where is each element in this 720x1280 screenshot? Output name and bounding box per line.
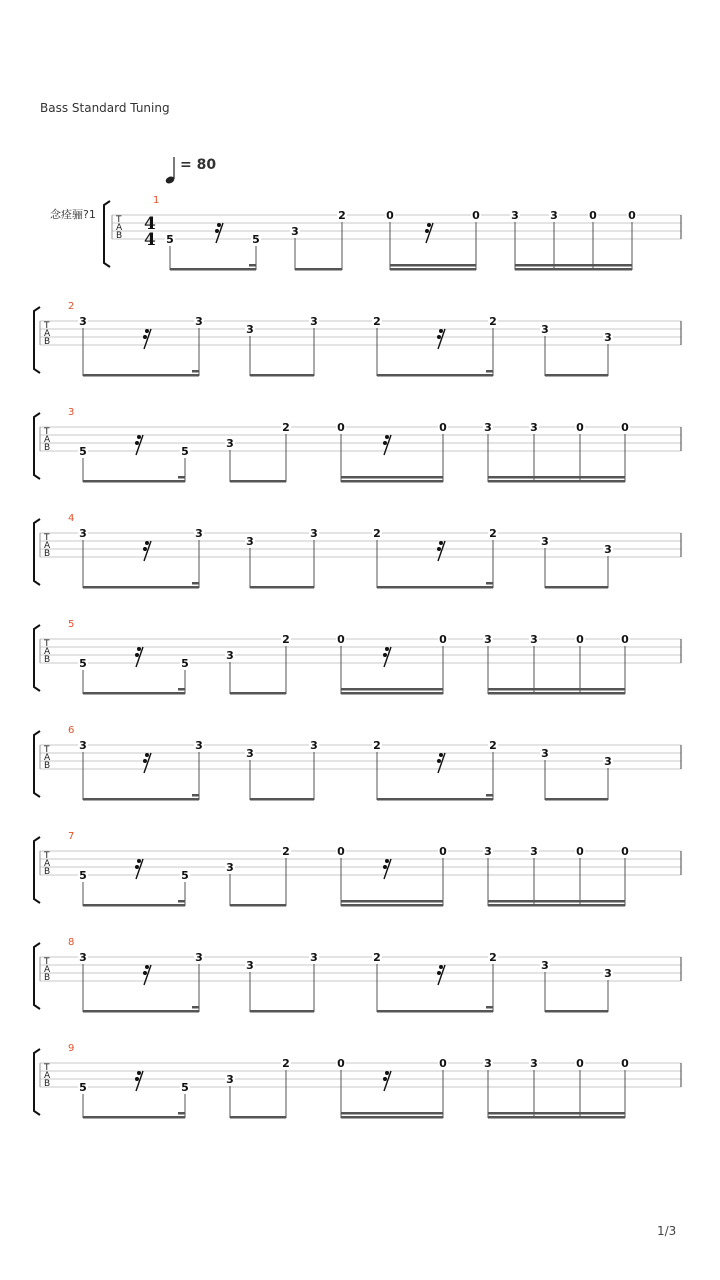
beam [377, 1010, 493, 1013]
rest-flag-dot [383, 441, 387, 445]
fret-number: 3 [604, 755, 612, 768]
beam [83, 1116, 185, 1119]
measure-number: 2 [68, 301, 75, 312]
beam [377, 374, 493, 377]
fret-number: 3 [79, 739, 87, 752]
tab-clef-letter: B [44, 1079, 51, 1089]
fret-number: 3 [530, 1057, 538, 1070]
fret-number: 3 [195, 951, 203, 964]
beam [83, 904, 185, 907]
fret-number: 0 [439, 421, 447, 434]
fret-number: 2 [489, 951, 497, 964]
tab-clef-letter: B [44, 337, 51, 347]
fret-number: 3 [79, 315, 87, 328]
fret-number: 0 [621, 421, 629, 434]
fret-number: 2 [282, 845, 290, 858]
beam-secondary [341, 688, 443, 691]
time-signature-bottom: 4 [144, 230, 156, 250]
rest-flag-dot [135, 865, 139, 869]
system-bracket-icon [34, 731, 40, 797]
tab-clef-letter: A [44, 329, 51, 339]
fret-number: 3 [530, 421, 538, 434]
fret-number: 3 [226, 861, 234, 874]
tab-clef-letter: A [44, 541, 51, 551]
beam [230, 692, 286, 695]
beam [377, 798, 493, 801]
fret-number: 3 [530, 633, 538, 646]
beam [545, 374, 608, 377]
fret-number: 3 [291, 225, 299, 238]
rest-flag-dot [217, 223, 221, 227]
beam-partial [178, 900, 185, 903]
fret-number: 5 [79, 1081, 87, 1094]
rest-flag-dot [145, 329, 149, 333]
fret-number: 2 [373, 951, 381, 964]
beam-partial [486, 1006, 493, 1009]
beam [341, 904, 443, 907]
fret-number: 0 [337, 1057, 345, 1070]
beam-partial [486, 370, 493, 373]
tab-clef-letter: T [44, 957, 50, 967]
rest-flag-dot [437, 971, 441, 975]
fret-number: 2 [489, 739, 497, 752]
beam-secondary [341, 476, 443, 479]
fret-number: 3 [310, 739, 318, 752]
tab-clef-letter: T [44, 745, 50, 755]
fret-number: 3 [310, 315, 318, 328]
rest-flag-dot [143, 759, 147, 763]
rest-flag-dot [385, 435, 389, 439]
fret-number: 3 [484, 845, 492, 858]
fret-number: 3 [226, 649, 234, 662]
beam [545, 798, 608, 801]
fret-number: 3 [484, 421, 492, 434]
beam [230, 904, 286, 907]
measure-number: 6 [68, 725, 75, 736]
measure-number: 4 [68, 513, 75, 524]
rest-flag-dot [385, 859, 389, 863]
page-number: 1/3 [657, 1224, 677, 1238]
system-bracket-icon [34, 943, 40, 1009]
fret-number: 3 [484, 633, 492, 646]
beam [341, 692, 443, 695]
rest-flag-dot [439, 541, 443, 545]
fret-number: 3 [246, 747, 254, 760]
fret-number: 3 [511, 209, 519, 222]
beam [377, 586, 493, 589]
fret-number: 0 [337, 845, 345, 858]
beam [230, 1116, 286, 1119]
rest-flag-dot [439, 753, 443, 757]
fret-number: 3 [541, 535, 549, 548]
rest-flag-dot [143, 335, 147, 339]
tab-clef-letter: A [44, 965, 51, 975]
rest-flag-dot [383, 1077, 387, 1081]
tab-clef-letter: A [44, 1071, 51, 1081]
fret-number: 0 [621, 1057, 629, 1070]
beam [83, 798, 199, 801]
tab-clef-letter: T [44, 533, 50, 543]
tab-clef-letter: T [116, 215, 122, 225]
beam [250, 798, 314, 801]
beam-partial [192, 794, 199, 797]
beam-secondary [515, 264, 632, 267]
fret-number: 5 [79, 657, 87, 670]
fret-number: 0 [621, 845, 629, 858]
beam [488, 692, 625, 695]
beam [250, 1010, 314, 1013]
tab-clef-letter: T [44, 851, 50, 861]
fret-number: 3 [541, 323, 549, 336]
beam [488, 904, 625, 907]
beam [341, 1116, 443, 1119]
rest-flag-dot [383, 865, 387, 869]
fret-number: 5 [181, 1081, 189, 1094]
track-name: 念痊骊?1 [50, 208, 96, 221]
system-bracket-icon [34, 413, 40, 479]
beam [83, 692, 185, 695]
fret-number: 3 [310, 951, 318, 964]
beam-partial [192, 370, 199, 373]
system-bracket-icon [34, 837, 40, 903]
measure-number: 8 [68, 937, 75, 948]
fret-number: 0 [576, 633, 584, 646]
rest-flag-dot [383, 653, 387, 657]
rest-flag-dot [135, 1077, 139, 1081]
beam-partial [178, 476, 185, 479]
fret-number: 2 [282, 1057, 290, 1070]
fret-number: 3 [541, 747, 549, 760]
fret-number: 0 [621, 633, 629, 646]
fret-number: 3 [310, 527, 318, 540]
fret-number: 3 [195, 527, 203, 540]
beam-partial [486, 794, 493, 797]
fret-number: 2 [373, 527, 381, 540]
beam-secondary [488, 476, 625, 479]
fret-number: 0 [337, 633, 345, 646]
rest-flag-dot [137, 435, 141, 439]
beam [545, 586, 608, 589]
beam [341, 480, 443, 483]
rest-flag-dot [137, 859, 141, 863]
beam [250, 374, 314, 377]
fret-number: 0 [576, 845, 584, 858]
fret-number: 3 [484, 1057, 492, 1070]
beam [83, 586, 199, 589]
fret-number: 2 [373, 315, 381, 328]
fret-number: 3 [550, 209, 558, 222]
fret-number: 2 [282, 421, 290, 434]
rest-flag-dot [437, 335, 441, 339]
rest-flag-dot [145, 541, 149, 545]
beam [488, 480, 625, 483]
rest-flag-dot [143, 971, 147, 975]
rest-flag-dot [137, 647, 141, 651]
system-bracket-icon [34, 307, 40, 373]
fret-number: 2 [489, 527, 497, 540]
fret-number: 0 [439, 1057, 447, 1070]
rest-flag-dot [215, 229, 219, 233]
measure-number: 5 [68, 619, 75, 630]
tab-clef-letter: A [116, 223, 123, 233]
fret-number: 0 [576, 1057, 584, 1070]
tempo-value: = 80 [180, 157, 217, 173]
rest-flag-dot [145, 753, 149, 757]
fret-number: 3 [541, 959, 549, 972]
beam-secondary [488, 900, 625, 903]
fret-number: 5 [181, 869, 189, 882]
rest-flag-dot [437, 547, 441, 551]
beam [488, 1116, 625, 1119]
fret-number: 5 [181, 657, 189, 670]
tab-clef-letter: T [44, 321, 50, 331]
rest-flag-dot [135, 441, 139, 445]
beam-partial [192, 582, 199, 585]
beam [545, 1010, 608, 1013]
measure-number: 3 [68, 407, 75, 418]
tab-clef-letter: B [44, 655, 51, 665]
fret-number: 0 [628, 209, 636, 222]
beam [295, 268, 342, 271]
tab-clef-letter: T [44, 427, 50, 437]
beam-partial [249, 264, 256, 267]
fret-number: 5 [166, 233, 174, 246]
fret-number: 3 [530, 845, 538, 858]
rest-flag-dot [439, 329, 443, 333]
fret-number: 5 [79, 445, 87, 458]
beam [250, 586, 314, 589]
tab-clef-letter: T [44, 639, 50, 649]
fret-number: 3 [226, 1073, 234, 1086]
fret-number: 0 [439, 633, 447, 646]
beam [390, 268, 476, 271]
fret-number: 3 [604, 543, 612, 556]
fret-number: 3 [195, 739, 203, 752]
fret-number: 3 [604, 331, 612, 344]
fret-number: 3 [79, 951, 87, 964]
fret-number: 0 [472, 209, 480, 222]
measure-number: 9 [68, 1043, 75, 1054]
fret-number: 3 [604, 967, 612, 980]
tab-clef-letter: A [44, 859, 51, 869]
system-bracket-icon [34, 1049, 40, 1115]
fret-number: 0 [386, 209, 394, 222]
tab-clef-letter: B [44, 761, 51, 771]
fret-number: 0 [589, 209, 597, 222]
fret-number: 2 [489, 315, 497, 328]
rest-flag-dot [427, 223, 431, 227]
rest-flag-dot [385, 1071, 389, 1075]
beam-secondary [341, 1112, 443, 1115]
fret-number: 3 [226, 437, 234, 450]
fret-number: 5 [252, 233, 260, 246]
fret-number: 0 [576, 421, 584, 434]
fret-number: 3 [195, 315, 203, 328]
beam [515, 268, 632, 271]
system-bracket-icon [104, 201, 110, 267]
beam-secondary [488, 688, 625, 691]
beam-partial [178, 1112, 185, 1115]
beam [83, 1010, 199, 1013]
system-bracket-icon [34, 519, 40, 585]
tab-clef-letter: A [44, 647, 51, 657]
rest-flag-dot [143, 547, 147, 551]
measure-number: 7 [68, 831, 75, 842]
beam-partial [178, 688, 185, 691]
tuning-label: Bass Standard Tuning [40, 101, 170, 115]
tab-clef-letter: B [44, 443, 51, 453]
beam-partial [192, 1006, 199, 1009]
fret-number: 2 [282, 633, 290, 646]
tab-clef-letter: A [44, 753, 51, 763]
rest-flag-dot [437, 759, 441, 763]
fret-number: 3 [246, 323, 254, 336]
fret-number: 3 [246, 535, 254, 548]
fret-number: 5 [181, 445, 189, 458]
fret-number: 0 [439, 845, 447, 858]
rest-flag-dot [385, 647, 389, 651]
beam-secondary [488, 1112, 625, 1115]
fret-number: 3 [79, 527, 87, 540]
fret-number: 2 [338, 209, 346, 222]
time-signature-top: 4 [144, 214, 156, 234]
system-bracket-icon [34, 625, 40, 691]
beam [170, 268, 256, 271]
beam-secondary [390, 264, 476, 267]
rest-flag-dot [135, 653, 139, 657]
fret-number: 0 [337, 421, 345, 434]
beam-partial [486, 582, 493, 585]
tab-clef-letter: T [44, 1063, 50, 1073]
tab-clef-letter: B [44, 973, 51, 983]
rest-flag-dot [137, 1071, 141, 1075]
beam [83, 374, 199, 377]
fret-number: 3 [246, 959, 254, 972]
rest-flag-dot [439, 965, 443, 969]
tab-clef-letter: B [44, 549, 51, 559]
beam [230, 480, 286, 483]
tab-clef-letter: A [44, 435, 51, 445]
tab-clef-letter: B [116, 231, 123, 241]
rest-flag-dot [145, 965, 149, 969]
beam [83, 480, 185, 483]
tab-clef-letter: B [44, 867, 51, 877]
fret-number: 5 [79, 869, 87, 882]
rest-flag-dot [425, 229, 429, 233]
fret-number: 2 [373, 739, 381, 752]
beam-secondary [341, 900, 443, 903]
measure-number: 1 [153, 195, 160, 206]
